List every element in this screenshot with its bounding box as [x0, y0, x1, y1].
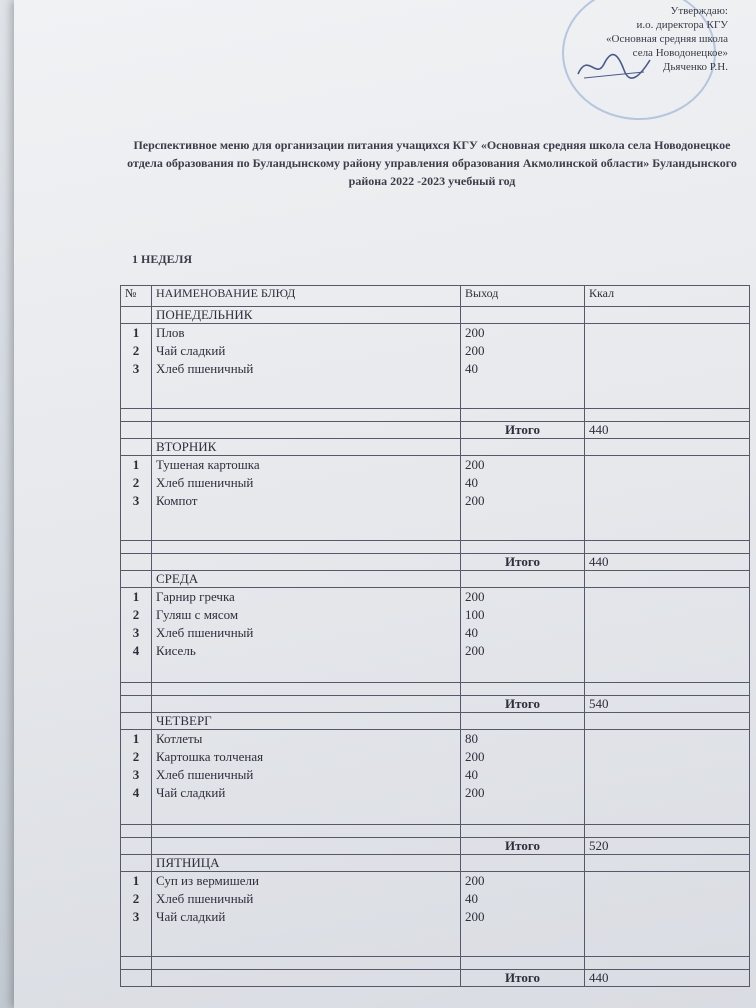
spacer-cell	[461, 409, 585, 422]
dish-output: 40	[465, 475, 478, 490]
total-row	[121, 970, 750, 987]
day-num-cell	[121, 571, 152, 588]
dishes-row	[121, 324, 750, 409]
spacer-cell	[152, 541, 461, 554]
dish-number: 1	[132, 589, 140, 604]
dish-number: 3	[132, 767, 140, 782]
dish-output: 40	[465, 767, 478, 782]
total-empty	[121, 696, 152, 713]
dish-number: 1	[132, 873, 140, 888]
dish-number: 2	[132, 749, 140, 764]
spacer-cell	[121, 409, 152, 422]
dish-output: 200	[465, 457, 485, 472]
approval-line: Утверждаю:	[670, 5, 728, 17]
dishes-cell	[152, 324, 461, 409]
dish-name: Плов	[156, 325, 185, 340]
dish-output: 40	[465, 361, 478, 376]
day-name: ВТОРНИК	[152, 439, 461, 456]
spacer-row	[121, 541, 750, 554]
approval-line: села Новодонецкое»	[632, 47, 728, 59]
spacer-row	[121, 683, 750, 696]
spacer-cell	[461, 683, 585, 696]
dish-output: 200	[465, 749, 485, 764]
dish-name: Гуляш с мясом	[156, 607, 239, 622]
dish-name: Чай сладкий	[156, 909, 226, 924]
kcal-cell	[585, 588, 750, 683]
day-row	[121, 307, 750, 324]
dish-number: 2	[132, 343, 140, 358]
day-kcal-cell	[585, 855, 750, 872]
numbers-cell	[121, 588, 152, 683]
dish-number: 1	[132, 457, 140, 472]
dish-number: 4	[132, 643, 140, 658]
total-label: Итого	[461, 554, 585, 571]
total-empty	[152, 422, 461, 439]
spacer-cell	[152, 825, 461, 838]
spacer-cell	[121, 683, 152, 696]
day-kcal-cell	[585, 307, 750, 324]
dish-name: Хлеб пшеничный	[156, 767, 254, 782]
day-name: ПЯТНИЦА	[152, 855, 461, 872]
day-output-cell	[461, 571, 585, 588]
dish-output: 40	[465, 625, 478, 640]
dish-name: Чай сладкий	[156, 785, 226, 800]
dish-output: 200	[465, 643, 485, 658]
day-output-cell	[461, 307, 585, 324]
day-row	[121, 713, 750, 730]
kcal-cell	[585, 324, 750, 409]
dishes-row	[121, 588, 750, 683]
outputs-cell	[461, 324, 585, 409]
header-kcal: Ккал	[585, 286, 750, 307]
dish-output: 200	[465, 343, 485, 358]
day-row	[121, 439, 750, 456]
dish-number: 3	[132, 361, 140, 376]
total-empty	[121, 422, 152, 439]
dish-number: 1	[132, 731, 140, 746]
total-row	[121, 554, 750, 571]
total-empty	[152, 970, 461, 987]
dish-number: 3	[132, 493, 140, 508]
dish-output: 200	[465, 493, 485, 508]
dish-name: Хлеб пшеничный	[156, 625, 254, 640]
outputs-cell	[461, 588, 585, 683]
dish-number: 2	[132, 891, 140, 906]
spacer-cell	[585, 683, 750, 696]
spacer-cell	[461, 541, 585, 554]
total-kcal: 540	[585, 696, 750, 713]
dish-name: Картошка толченая	[156, 749, 264, 764]
dish-name: Хлеб пшеничный	[156, 361, 254, 376]
dish-number: 2	[132, 475, 140, 490]
day-name: ПОНЕДЕЛЬНИК	[152, 307, 461, 324]
spacer-row	[121, 957, 750, 970]
dish-name: Котлеты	[156, 731, 203, 746]
total-empty	[121, 838, 152, 855]
dish-output: 40	[465, 891, 478, 906]
day-kcal-cell	[585, 713, 750, 730]
dish-name: Тушеная картошка	[156, 457, 260, 472]
day-name: СРЕДА	[152, 571, 461, 588]
day-row	[121, 571, 750, 588]
header-output: Выход	[461, 286, 585, 307]
document-page	[14, 0, 756, 1008]
spacer-cell	[461, 957, 585, 970]
kcal-cell	[585, 872, 750, 957]
spacer-cell	[152, 683, 461, 696]
total-empty	[121, 970, 152, 987]
spacer-cell	[585, 409, 750, 422]
numbers-cell	[121, 872, 152, 957]
total-empty	[121, 554, 152, 571]
day-num-cell	[121, 439, 152, 456]
day-kcal-cell	[585, 571, 750, 588]
day-output-cell	[461, 855, 585, 872]
total-kcal: 440	[585, 422, 750, 439]
spacer-cell	[121, 957, 152, 970]
dish-number: 1	[132, 325, 140, 340]
kcal-cell	[585, 456, 750, 541]
total-label: Итого	[461, 970, 585, 987]
dish-output: 200	[465, 873, 485, 888]
dish-name: Суп из вермишели	[156, 873, 259, 888]
dish-name: Хлеб пшеничный	[156, 891, 254, 906]
spacer-cell	[585, 825, 750, 838]
day-output-cell	[461, 439, 585, 456]
total-label: Итого	[461, 696, 585, 713]
total-kcal: 440	[585, 970, 750, 987]
header-name: НАИМЕНОВАНИЕ БЛЮД	[152, 286, 461, 307]
total-label: Итого	[461, 838, 585, 855]
day-name: ЧЕТВЕРГ	[152, 713, 461, 730]
spacer-cell	[585, 957, 750, 970]
total-empty	[152, 838, 461, 855]
outputs-cell	[461, 456, 585, 541]
approval-line: и.о. директора КГУ	[636, 19, 728, 31]
numbers-cell	[121, 324, 152, 409]
total-label: Итого	[461, 422, 585, 439]
total-kcal: 440	[585, 554, 750, 571]
numbers-cell	[121, 456, 152, 541]
dish-number: 3	[132, 909, 140, 924]
dish-output: 200	[465, 909, 485, 924]
approval-block	[508, 4, 728, 74]
menu-body	[121, 307, 750, 987]
dish-number: 4	[132, 785, 140, 800]
dishes-row	[121, 456, 750, 541]
spacer-cell	[121, 825, 152, 838]
dish-name: Чай сладкий	[156, 343, 226, 358]
total-row	[121, 838, 750, 855]
numbers-cell	[121, 730, 152, 825]
day-row	[121, 855, 750, 872]
dish-output: 200	[465, 325, 485, 340]
approval-line: Дьяченко Р.Н.	[662, 61, 728, 73]
outputs-cell	[461, 730, 585, 825]
total-empty	[152, 696, 461, 713]
spacer-row	[121, 825, 750, 838]
day-num-cell	[121, 855, 152, 872]
spacer-cell	[121, 541, 152, 554]
day-num-cell	[121, 307, 152, 324]
dishes-cell	[152, 872, 461, 957]
total-kcal: 520	[585, 838, 750, 855]
total-empty	[152, 554, 461, 571]
spacer-cell	[152, 957, 461, 970]
dishes-cell	[152, 588, 461, 683]
header-row	[121, 286, 750, 307]
document-title: Перспективное меню для организации питания учащихся КГУ «Основная средняя школа села Новодонецкое отдела образования по Буландынскому району управления образования Акмолинской области» Буландынского района 2022 -2023 учебный год	[127, 138, 737, 188]
kcal-cell	[585, 730, 750, 825]
outputs-cell	[461, 872, 585, 957]
dishes-row	[121, 730, 750, 825]
menu-table	[120, 285, 750, 987]
dish-name: Гарнир гречка	[156, 589, 235, 604]
dishes-cell	[152, 456, 461, 541]
spacer-row	[121, 409, 750, 422]
week-label: 1 НЕДЕЛЯ	[132, 252, 193, 266]
dish-name: Компот	[156, 493, 198, 508]
dishes-cell	[152, 730, 461, 825]
dish-number: 2	[132, 607, 140, 622]
total-row	[121, 422, 750, 439]
dish-output: 200	[465, 785, 485, 800]
dish-name: Кисель	[156, 643, 196, 658]
spacer-cell	[152, 409, 461, 422]
approval-line: «Основная средняя школа	[606, 33, 728, 45]
total-row	[121, 696, 750, 713]
day-kcal-cell	[585, 439, 750, 456]
day-output-cell	[461, 713, 585, 730]
dishes-row	[121, 872, 750, 957]
spacer-cell	[585, 541, 750, 554]
dish-output: 100	[465, 607, 485, 622]
dish-name: Хлеб пшеничный	[156, 475, 254, 490]
day-num-cell	[121, 713, 152, 730]
header-num: №	[121, 286, 152, 307]
dish-output: 200	[465, 589, 485, 604]
dish-output: 80	[465, 731, 478, 746]
spacer-cell	[461, 825, 585, 838]
dish-number: 3	[132, 625, 140, 640]
